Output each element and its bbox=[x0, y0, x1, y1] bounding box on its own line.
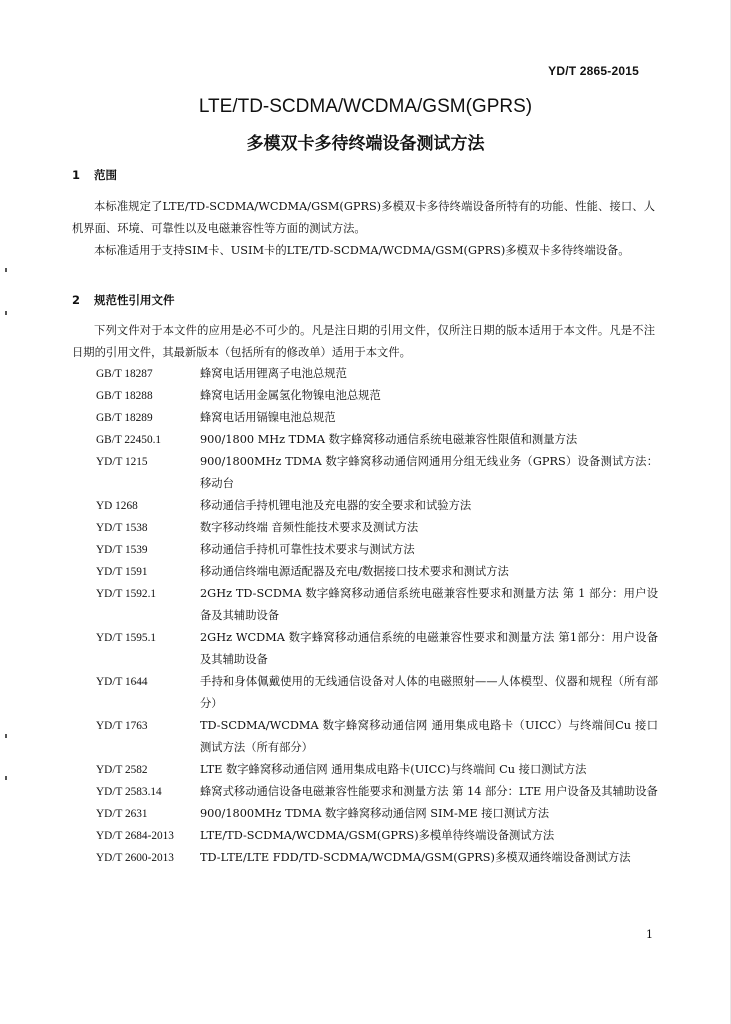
reference-title: 移动通信终端电源适配器及充电/数据接口技术要求和测试方法 bbox=[200, 565, 509, 578]
section-1-paragraph-2: 本标准适用于支持SIM卡、USIM卡的LTE/TD-SCDMA/WCDMA/GSM(GPRS)多模双卡多待终端设备。 bbox=[94, 244, 630, 257]
reference-code: YD/T 2631 bbox=[96, 808, 148, 820]
page-number: 1 bbox=[646, 928, 653, 941]
reference-item bbox=[96, 781, 658, 803]
reference-code: YD/T 2582 bbox=[96, 764, 148, 776]
section-2-number: 2 bbox=[72, 293, 81, 307]
reference-item bbox=[96, 385, 658, 407]
reference-title: 900/1800 MHz TDMA 数字蜂窝移动通信系统电磁兼容性限值和测量方法 bbox=[200, 433, 578, 446]
reference-code: YD/T 1215 bbox=[96, 456, 148, 468]
reference-item bbox=[96, 627, 658, 671]
reference-code: YD/T 1538 bbox=[96, 522, 148, 534]
reference-title: 蜂窝电话用金属氢化物镍电池总规范 bbox=[200, 389, 381, 402]
reference-title: TD-LTE/LTE FDD/TD-SCDMA/WCDMA/GSM(GPRS)多模双通终端设备测试方法 bbox=[200, 851, 631, 864]
reference-code: YD/T 1644 bbox=[96, 676, 148, 688]
document-number: YD/T 2865-2015 bbox=[548, 64, 639, 78]
reference-title: 数字移动终端 音频性能技术要求及测试方法 bbox=[200, 521, 419, 534]
reference-item bbox=[96, 583, 658, 627]
reference-code: YD/T 1591 bbox=[96, 566, 148, 578]
reference-item bbox=[96, 363, 658, 385]
reference-code: YD/T 2600-2013 bbox=[96, 852, 174, 864]
reference-title: 移动通信手持机锂电池及充电器的安全要求和试验方法 bbox=[200, 499, 472, 512]
reference-title: 移动通信手持机可靠性技术要求与测试方法 bbox=[200, 543, 415, 556]
section-1-paragraph-1: 本标准规定了LTE/TD-SCDMA/WCDMA/GSM(GPRS)多模双卡多待终端设备所特有的功能、性能、接口、人机界面、环境、可靠性以及电磁兼容性等方面的测试方法。 bbox=[72, 200, 655, 235]
reference-list bbox=[96, 363, 658, 869]
reference-item bbox=[96, 561, 658, 583]
reference-code: YD/T 1763 bbox=[96, 720, 148, 732]
section-1-title: 范围 bbox=[94, 168, 117, 182]
reference-item bbox=[96, 671, 658, 715]
section-1-number: 1 bbox=[72, 168, 81, 182]
section-2-intro: 下列文件对于本文件的应用是必不可少的。凡是注日期的引用文件，仅所注日期的版本适用于本文件。凡是不注日期的引用文件，其最新版本（包括所有的修改单）适用于本文件。 bbox=[72, 324, 655, 359]
reference-code: GB/T 18287 bbox=[96, 368, 153, 380]
reference-item bbox=[96, 715, 658, 759]
reference-code: GB/T 18288 bbox=[96, 390, 153, 402]
reference-title: 手持和身体佩戴使用的无线通信设备对人体的电磁照射——人体模型、仪器和规程（所有部分） bbox=[200, 675, 658, 710]
reference-code: YD/T 2583.14 bbox=[96, 786, 162, 798]
reference-code: YD/T 1595.1 bbox=[96, 632, 157, 644]
reference-title: LTE 数字蜂窝移动通信网 通用集成电路卡(UICC)与终端间 Cu 接口测试方法 bbox=[200, 763, 587, 776]
reference-title: 蜂窝电话用锂离子电池总规范 bbox=[200, 367, 347, 380]
reference-title: 900/1800MHz TDMA 数字蜂窝移动通信网通用分组无线业务（GPRS）设备测试方法：移动台 bbox=[200, 455, 658, 490]
reference-title: 2GHz TD-SCDMA 数字蜂窝移动通信系统电磁兼容性要求和测量方法 第 1 部分：用户设备及其辅助设备 bbox=[200, 587, 658, 622]
reference-item bbox=[96, 451, 658, 495]
reference-title: TD-SCDMA/WCDMA 数字蜂窝移动通信网 通用集成电路卡（UICC）与终端间Cu 接口测试方法（所有部分） bbox=[200, 719, 658, 754]
reference-code: YD/T 1592.1 bbox=[96, 588, 157, 600]
reference-code: YD/T 1539 bbox=[96, 544, 148, 556]
section-2-title: 规范性引用文件 bbox=[94, 293, 175, 307]
reference-item bbox=[96, 539, 658, 561]
reference-title: LTE/TD-SCDMA/WCDMA/GSM(GPRS)多模单待终端设备测试方法 bbox=[200, 829, 555, 842]
reference-item bbox=[96, 495, 658, 517]
reference-item bbox=[96, 517, 658, 539]
section-1-heading bbox=[72, 167, 117, 183]
reference-item bbox=[96, 759, 658, 781]
reference-code: GB/T 18289 bbox=[96, 412, 153, 424]
reference-code: GB/T 22450.1 bbox=[96, 434, 162, 446]
reference-title: 蜂窝电话用镉镍电池总规范 bbox=[200, 411, 336, 424]
reference-item bbox=[96, 803, 658, 825]
reference-title: 2GHz WCDMA 数字蜂窝移动通信系统的电磁兼容性要求和测量方法 第1部分：用户设备及其辅助设备 bbox=[200, 631, 658, 666]
reference-code: YD 1268 bbox=[96, 500, 138, 512]
reference-title: 900/1800MHz TDMA 数字蜂窝移动通信网 SIM-ME 接口测试方法 bbox=[200, 807, 550, 820]
reference-code: YD/T 2684-2013 bbox=[96, 830, 174, 842]
section-2-heading bbox=[72, 292, 175, 308]
reference-item bbox=[96, 847, 658, 869]
title-line-1: LTE/TD-SCDMA/WCDMA/GSM(GPRS) bbox=[198, 96, 533, 117]
reference-title: 蜂窝式移动通信设备电磁兼容性能要求和测量方法 第 14 部分：LTE 用户设备及其辅助设备 bbox=[200, 785, 658, 798]
reference-item bbox=[96, 407, 658, 429]
reference-item bbox=[96, 429, 658, 451]
reference-item bbox=[96, 825, 658, 847]
title-line-2: 多模双卡多待终端设备测试方法 bbox=[246, 134, 485, 154]
